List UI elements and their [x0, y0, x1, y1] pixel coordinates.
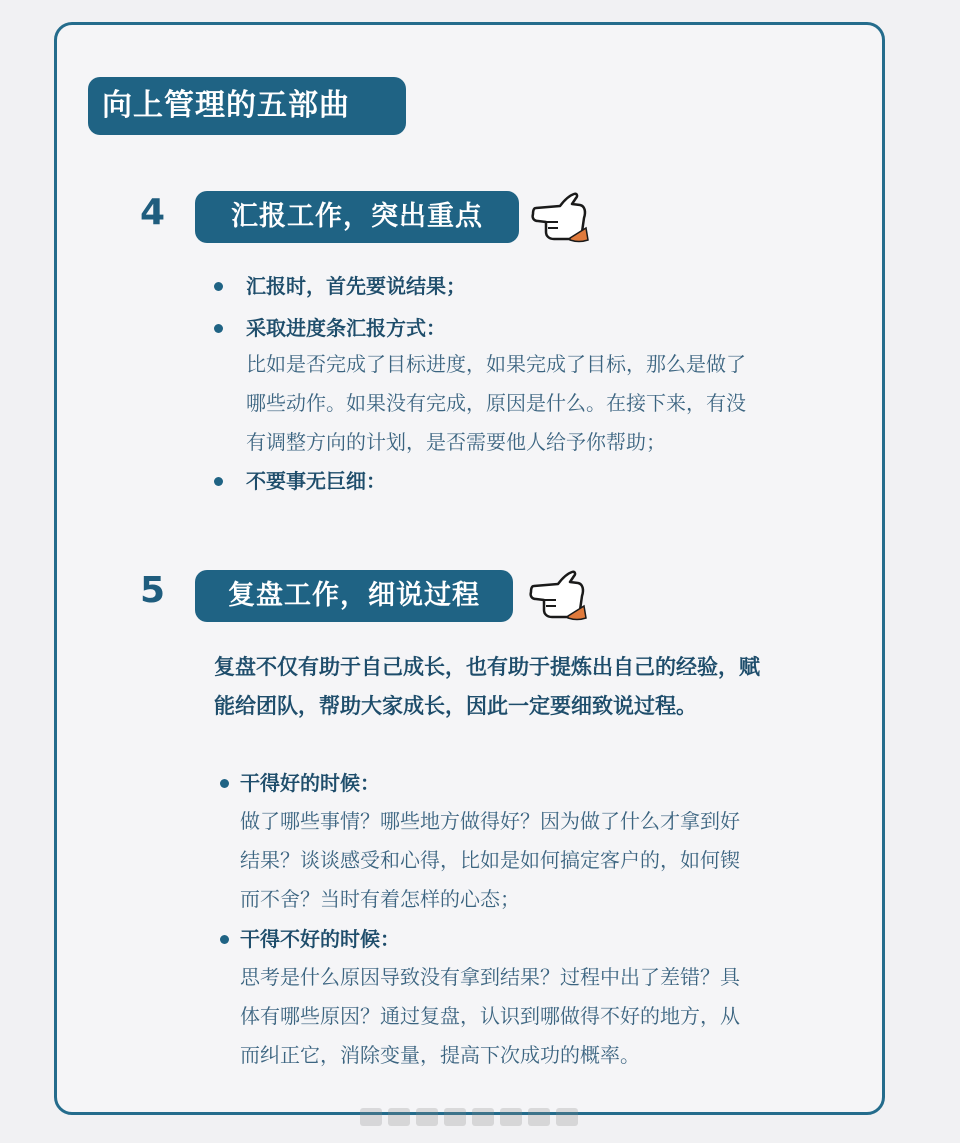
detail-line: 而纠正它，消除变量，提高下次成功的概率。 — [240, 1043, 640, 1067]
list-item — [214, 921, 814, 957]
list-item — [214, 765, 814, 801]
detail-line: 而不舍？当时有着怎样的心态； — [240, 887, 520, 911]
pointing-hand-icon — [528, 566, 590, 622]
section-4-heading: 汇报工作，突出重点 — [195, 191, 519, 243]
bullet-dot — [214, 477, 223, 486]
list-item — [214, 310, 814, 346]
detail-line: 思考是什么原因导致没有拿到结果？过程中出了差错？具 — [240, 965, 740, 989]
detail-line: 做了哪些事情？哪些地方做得好？因为做了什么才拿到好 — [240, 809, 740, 833]
watermark — [360, 1108, 600, 1128]
bullet-dot — [214, 282, 223, 291]
list-item — [214, 268, 814, 304]
bullet-dot — [220, 935, 229, 944]
pointing-hand-icon — [530, 188, 592, 244]
bullet-dot — [220, 779, 229, 788]
intro-line: 能给团队，帮助大家成长，因此一定要细致说过程。 — [214, 694, 697, 718]
section-5-heading: 复盘工作，细说过程 — [195, 570, 513, 622]
detail-line: 有调整方向的计划，是否需要他人给予你帮助； — [246, 430, 666, 454]
bullet-text: 不要事无巨细： — [246, 469, 386, 493]
intro-line: 复盘不仅有助于自己成长，也有助于提炼出自己的经验，赋 — [214, 655, 760, 679]
section-4-number: 4 — [140, 192, 166, 233]
detail-line: 比如是否完成了目标进度，如果完成了目标，那么是做了 — [246, 352, 746, 376]
section-5-number: 5 — [140, 570, 166, 611]
page-title: 向上管理的五部曲 — [88, 77, 406, 135]
bullet-text: 干得不好的时候： — [240, 927, 400, 951]
bullet-dot — [214, 324, 223, 333]
bullet-text: 干得好的时候： — [240, 771, 380, 795]
bullet-text: 采取进度条汇报方式： — [246, 316, 446, 340]
detail-line: 结果？谈谈感受和心得，比如是如何搞定客户的，如何锲 — [240, 848, 740, 872]
bullet-text: 汇报时，首先要说结果； — [246, 274, 466, 298]
detail-line: 体有哪些原因？通过复盘，认识到哪做得不好的地方，从 — [240, 1004, 740, 1028]
list-item — [214, 463, 814, 499]
detail-line: 哪些动作。如果没有完成，原因是什么。在接下来，有没 — [246, 391, 746, 415]
